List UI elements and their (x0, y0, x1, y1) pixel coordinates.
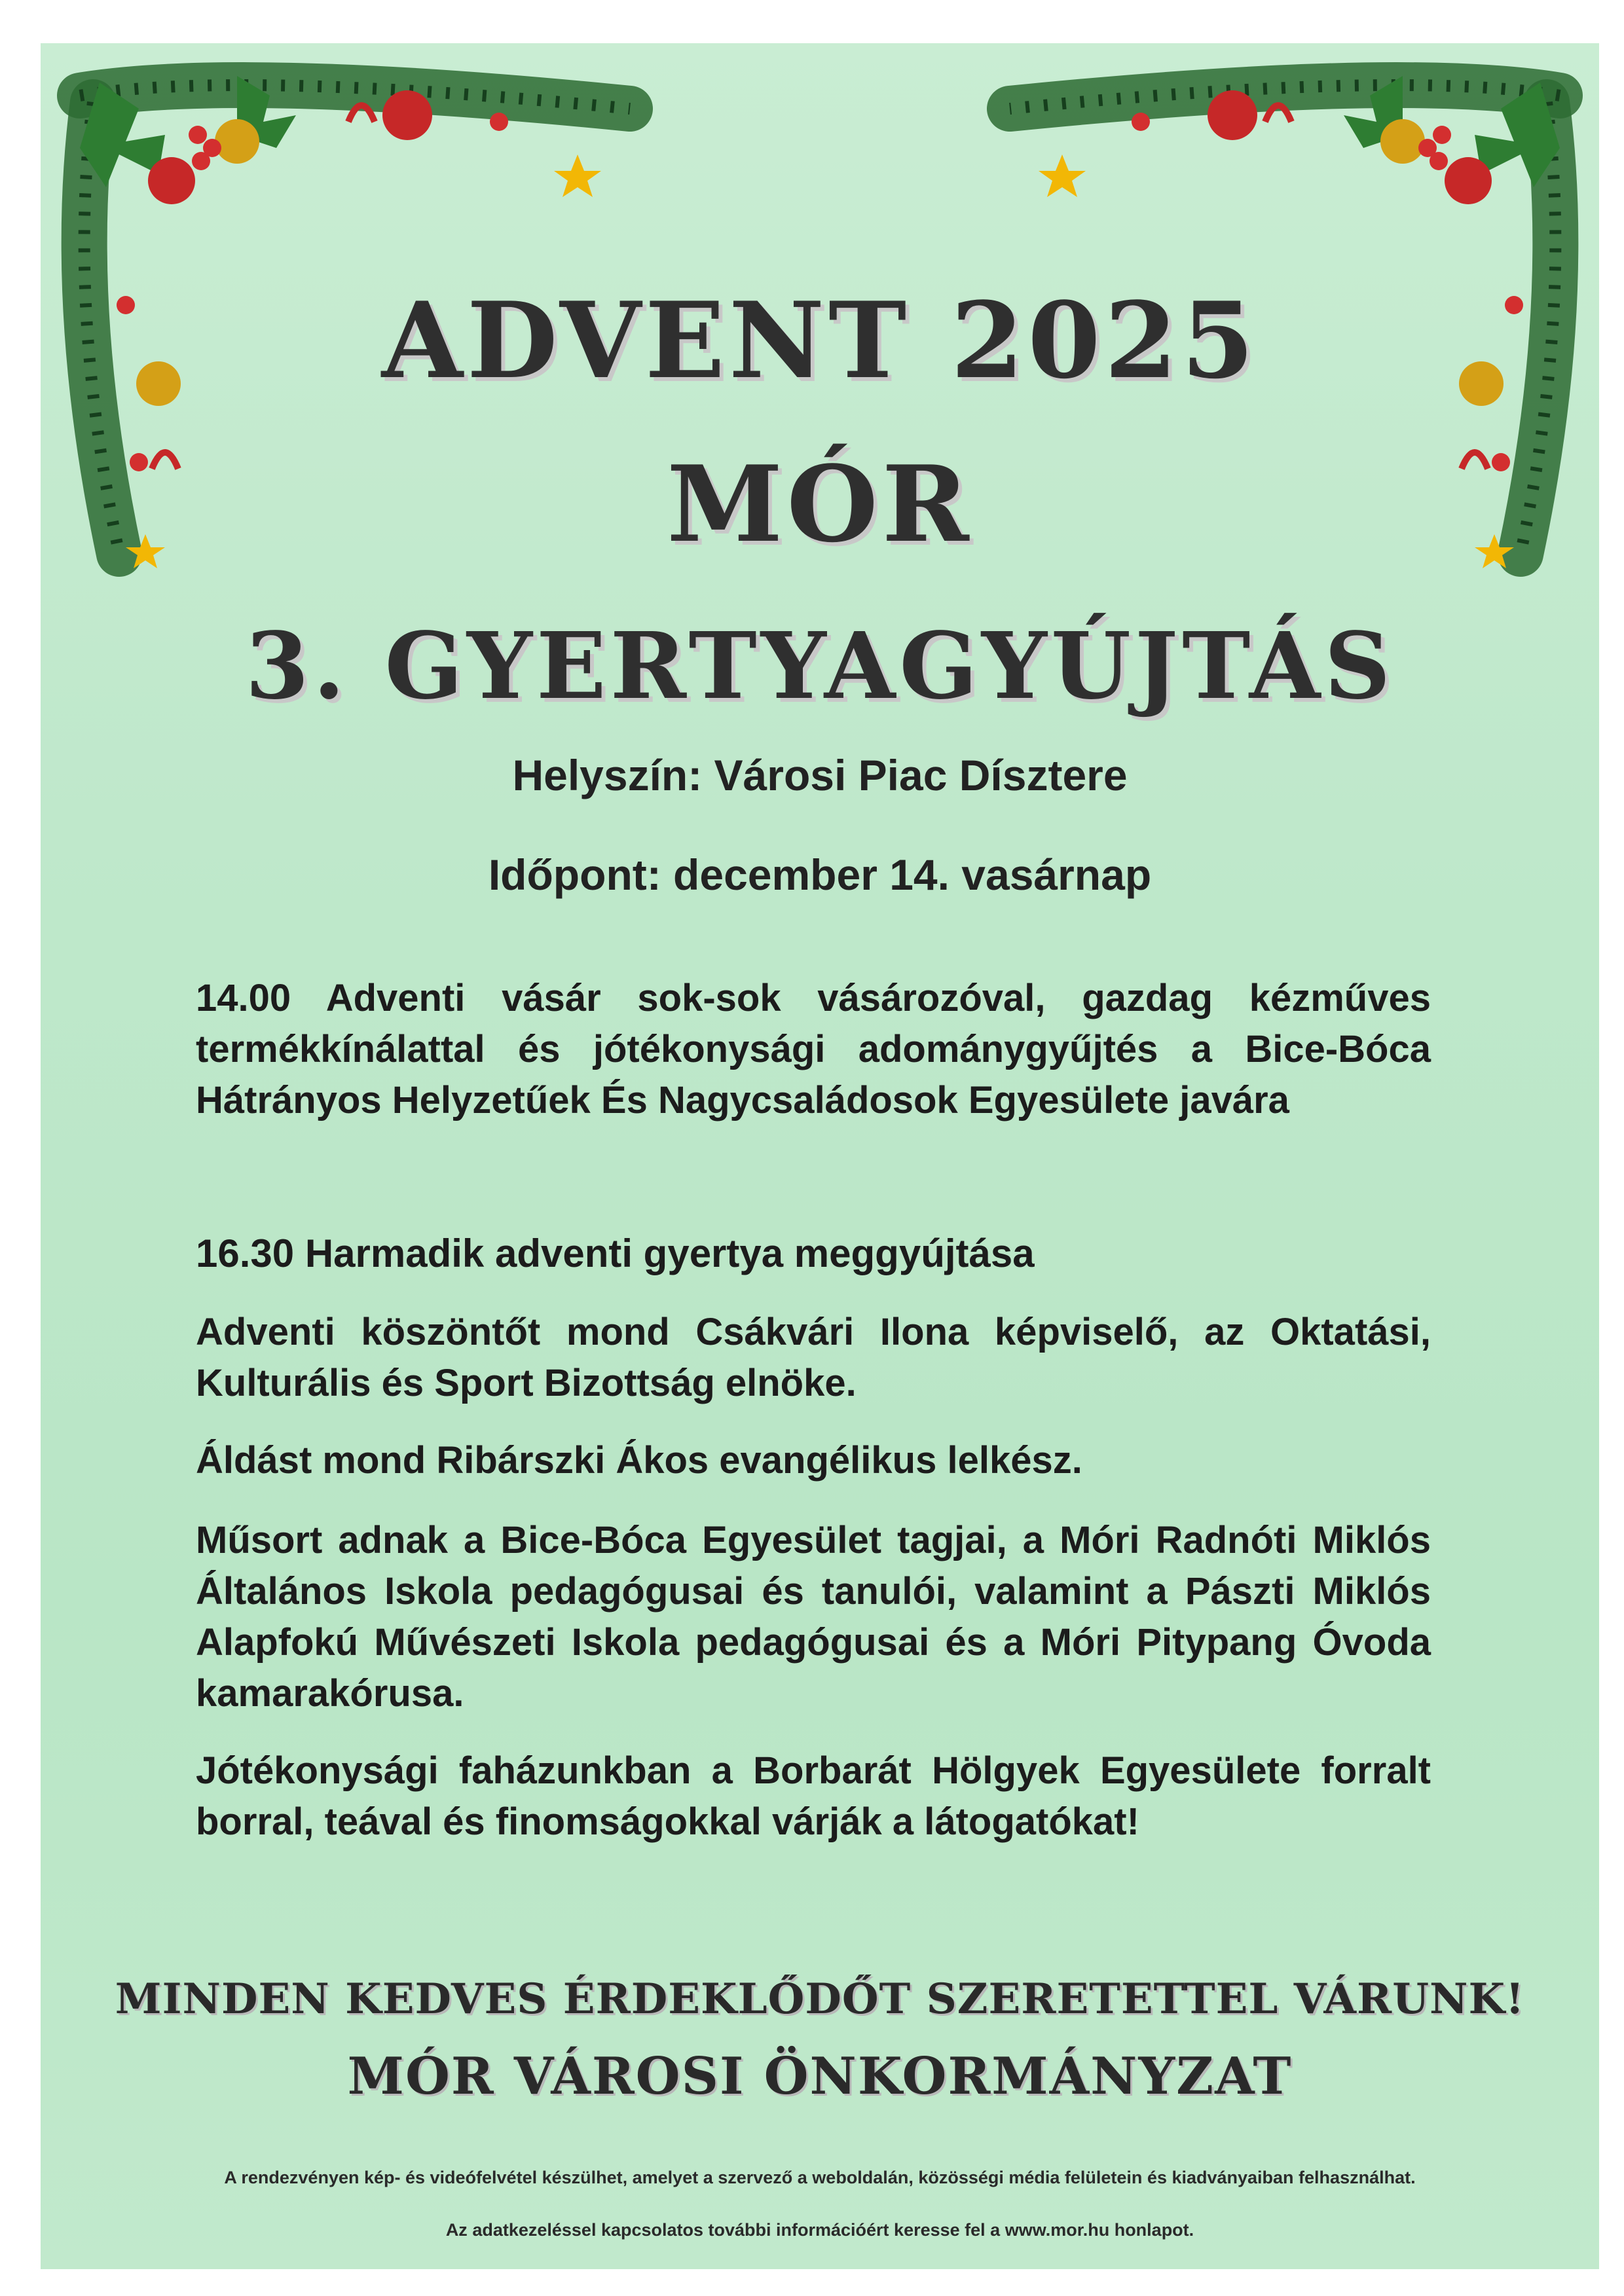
event-time: Időpont: december 14. vasárnap (488, 850, 1152, 899)
media-notice: A rendezvényen kép- és videófelvétel készülhet, amelyet a szervező a weboldalán, közösségi média felületein és kiadványaiban felhasználhat. (224, 2168, 1416, 2187)
city-name: MÓR (667, 443, 973, 566)
program-item-candle: 16.30 Harmadik adventi gyertya meggyújtása (196, 1231, 1035, 1275)
invitation-text: MINDEN KEDVES ÉRDEKLŐDŐT SZERETETTEL VÁRUNK! (115, 1975, 1525, 2024)
program-item-charity: Jótékonysági faházunkban a Borbarát Hölgyek Egyesülete forralt borral, teával és finomságokkal várják a látogatókat! (196, 1749, 1431, 1843)
program-item-performers: Műsort adnak a Bice-Bóca Egyesület tagjai, a Móri Radnóti Miklós Általános Iskola pedagógusai és tanulói, valamint a Pászti Miklós Alapfokú Művészeti Iskola pedagógusai és a Móri Pitypang Óvoda kamarakórusa. (196, 1519, 1431, 1715)
program-item-market: 14.00 Adventi vásár sok-sok vásározóval, gazdag kézműves termékkínálattal és jótékonysági adománygyűjtés a Bice-Bóca Hátrányos Helyzetűek És Nagycsaládosok Egyesülete javára (196, 977, 1431, 1121)
event-location: Helyszín: Városi Piac Dísztere (512, 751, 1128, 799)
program-item-greeting: Adventi köszöntőt mond Csákvári Ilona képviselő, az Oktatási, Kulturális és Sport Bizottság elnöke. (196, 1311, 1431, 1404)
program-item-blessing: Áldást mond Ribárszki Ákos evangélikus lelkész. (196, 1439, 1082, 1482)
organizer-name: MÓR VÁROSI ÖNKORMÁNYZAT (347, 2047, 1293, 2106)
event-subtitle: 3. GYERTYAGYÚJTÁS (245, 613, 1395, 720)
poster (41, 43, 1599, 2269)
event-title: ADVENT 2025 (381, 279, 1259, 402)
privacy-notice: Az adatkezeléssel kapcsolatos további információért keresse fel a www.mor.hu honlapot. (445, 2220, 1194, 2240)
